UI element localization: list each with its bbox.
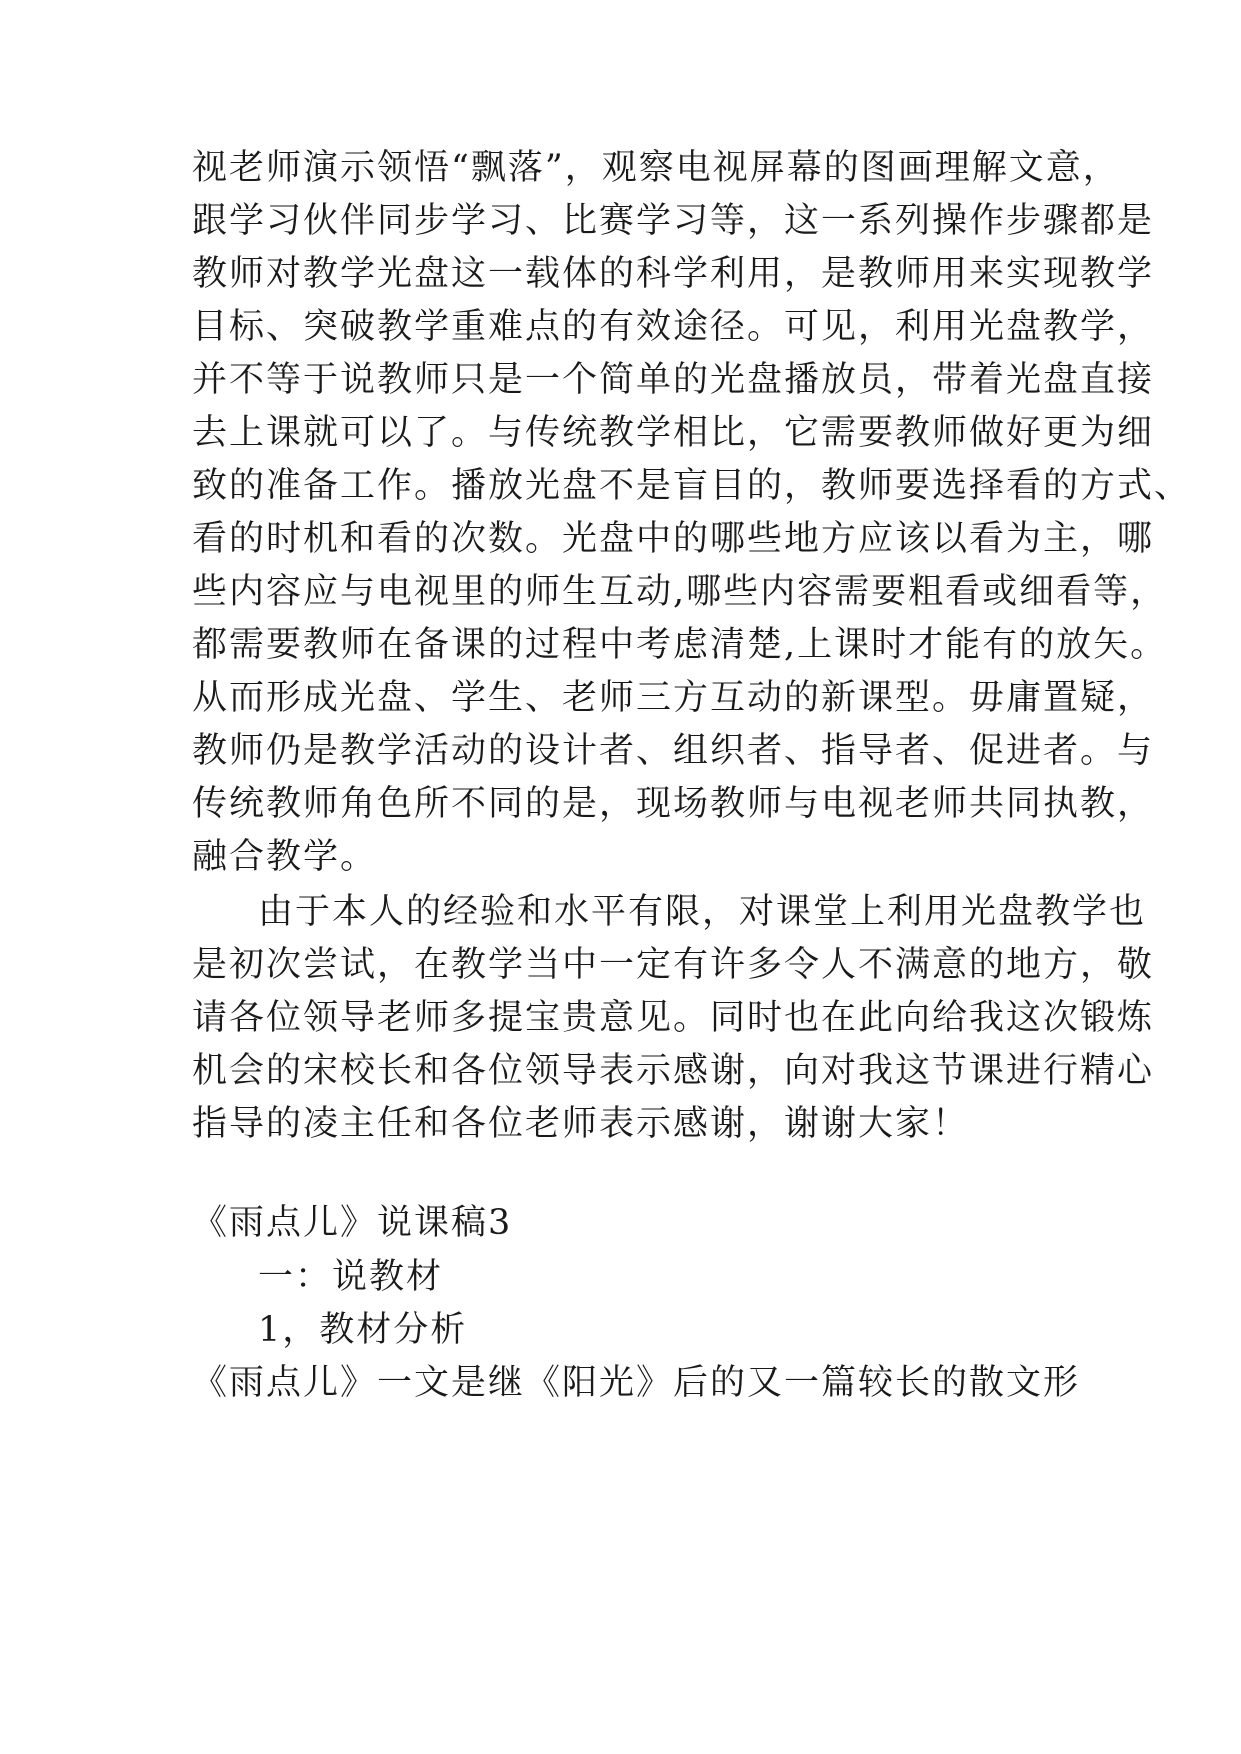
text-line: 《雨点儿》一文是继《阳光》后的又一篇较长的散文形 xyxy=(192,1363,1081,1403)
text-line: 看的时机和看的次数。光盘中的哪些地方应该以看为主，哪 xyxy=(192,519,1155,559)
text-line: 教师仍是教学活动的设计者、组织者、指导者、促进者。与 xyxy=(192,731,1155,771)
text-line: 视老师演示领悟“飘落”，观察电视屏幕的图画理解文意， xyxy=(192,148,1120,188)
text-line: 机会的宋校长和各位领导表示感谢，向对我这节课进行精心 xyxy=(192,1051,1155,1091)
text-line: 融合教学。 xyxy=(192,837,378,877)
text-line: 些内容应与电视里的师生互动,哪些内容需要粗看或细看等， xyxy=(192,572,1168,612)
text-line: 指导的凌主任和各位老师表示感谢，谢谢大家！ xyxy=(192,1104,970,1144)
text-line: 目标、突破教学重难点的有效途径。可见，利用光盘教学， xyxy=(192,307,1155,347)
text-line: 传统教师角色所不同的是，现场教师与电视老师共同执教， xyxy=(192,784,1155,824)
section-title: 《雨点儿》说课稿3 xyxy=(192,1203,513,1243)
text-line: 由于本人的经验和水平有限，对课堂上利用光盘教学也 xyxy=(258,892,1147,932)
heading-teaching-material: 一：说教材 xyxy=(258,1257,444,1297)
text-line: 并不等于说教师只是一个简单的光盘播放员，带着光盘直接 xyxy=(192,360,1155,400)
text-line: 致的准备工作。播放光盘不是盲目的，教师要选择看的方式、 xyxy=(192,466,1192,506)
text-line: 是初次尝试，在教学当中一定有许多令人不满意的地方，敬 xyxy=(192,945,1155,985)
text-line: 跟学习伙伴同步学习、比赛学习等，这一系列操作步骤都是 xyxy=(192,201,1155,241)
text-line: 去上课就可以了。与传统教学相比，它需要教师做好更为细 xyxy=(192,413,1155,453)
heading-material-analysis: 1，教材分析 xyxy=(258,1310,468,1350)
text-line: 教师对教学光盘这一载体的科学利用，是教师用来实现教学 xyxy=(192,254,1155,294)
text-line: 从而形成光盘、学生、老师三方互动的新课型。毋庸置疑， xyxy=(192,678,1155,718)
text-line: 都需要教师在备课的过程中考虑清楚,上课时才能有的放矢。 xyxy=(192,625,1168,665)
text-line: 请各位领导老师多提宝贵意见。同时也在此向给我这次锻炼 xyxy=(192,998,1155,1038)
